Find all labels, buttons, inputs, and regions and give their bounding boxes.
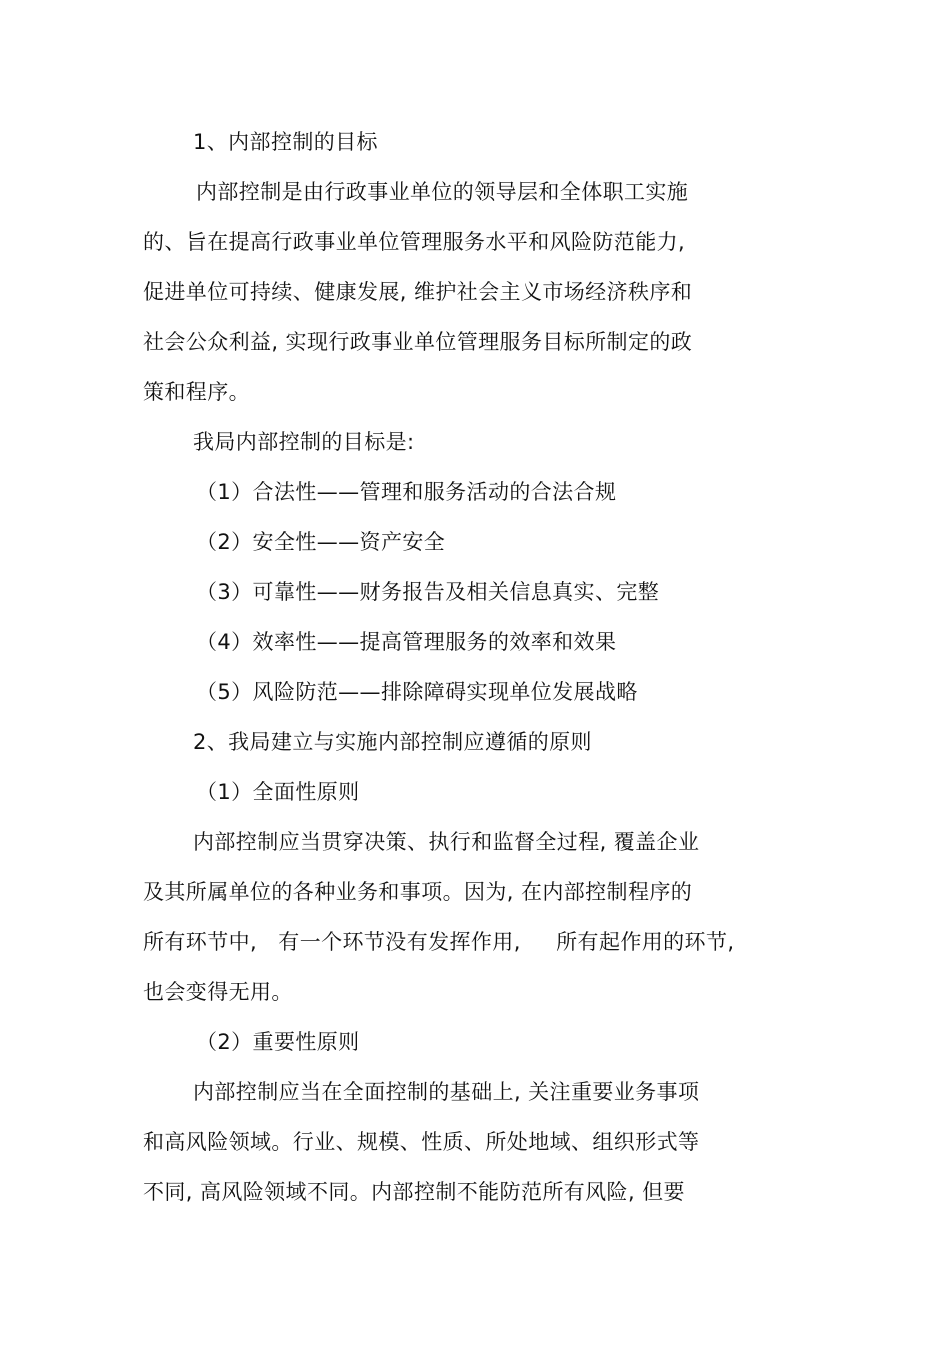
list-item: （4）效率性——提高管理服务的效率和效果 (196, 630, 617, 654)
paragraph-line: 我局内部控制的目标是: (193, 430, 415, 454)
list-item: （1）合法性——管理和服务活动的合法合规 (196, 480, 617, 504)
subheading-importance: （2）重要性原则 (196, 1030, 360, 1054)
heading-principles: 2、我局建立与实施内部控制应遵循的原则 (193, 730, 592, 754)
paragraph-line: 社会公众利益, 实现行政事业单位管理服务目标所制定的政 (143, 330, 693, 354)
subheading-comprehensiveness: （1）全面性原则 (196, 780, 360, 804)
paragraph-line: 及其所属单位的各种业务和事项。因为, 在内部控制程序的 (143, 880, 693, 904)
paragraph-line: 内部控制是由行政事业单位的领导层和全体职工实施 (196, 180, 689, 204)
paragraph-line: 的、旨在提高行政事业单位管理服务水平和风险防范能力, (143, 230, 686, 254)
paragraph-line: 促进单位可持续、健康发展, 维护社会主义市场经济秩序和 (143, 280, 693, 304)
list-item: （5）风险防范——排除障碍实现单位发展战略 (196, 680, 638, 704)
heading-control-objectives: 1、内部控制的目标 (193, 130, 378, 154)
paragraph-line: 也会变得无用。 (143, 980, 293, 1004)
list-item: （2）安全性——资产安全 (196, 530, 446, 554)
paragraph-line: 所有环节中, 有一个环节没有发挥作用, 所有起作用的环节, (143, 930, 735, 954)
paragraph-line: 和高风险领域。行业、规模、性质、所处地域、组织形式等 (143, 1130, 700, 1154)
list-item: （3）可靠性——财务报告及相关信息真实、完整 (196, 580, 660, 604)
paragraph-line: 不同, 高风险领域不同。内部控制不能防范所有风险, 但要 (143, 1180, 685, 1204)
paragraph-line: 内部控制应当在全面控制的基础上, 关注重要业务事项 (193, 1080, 700, 1104)
paragraph-line: 内部控制应当贯穿决策、执行和监督全过程, 覆盖企业 (193, 830, 700, 854)
paragraph-line: 策和程序。 (143, 380, 250, 404)
